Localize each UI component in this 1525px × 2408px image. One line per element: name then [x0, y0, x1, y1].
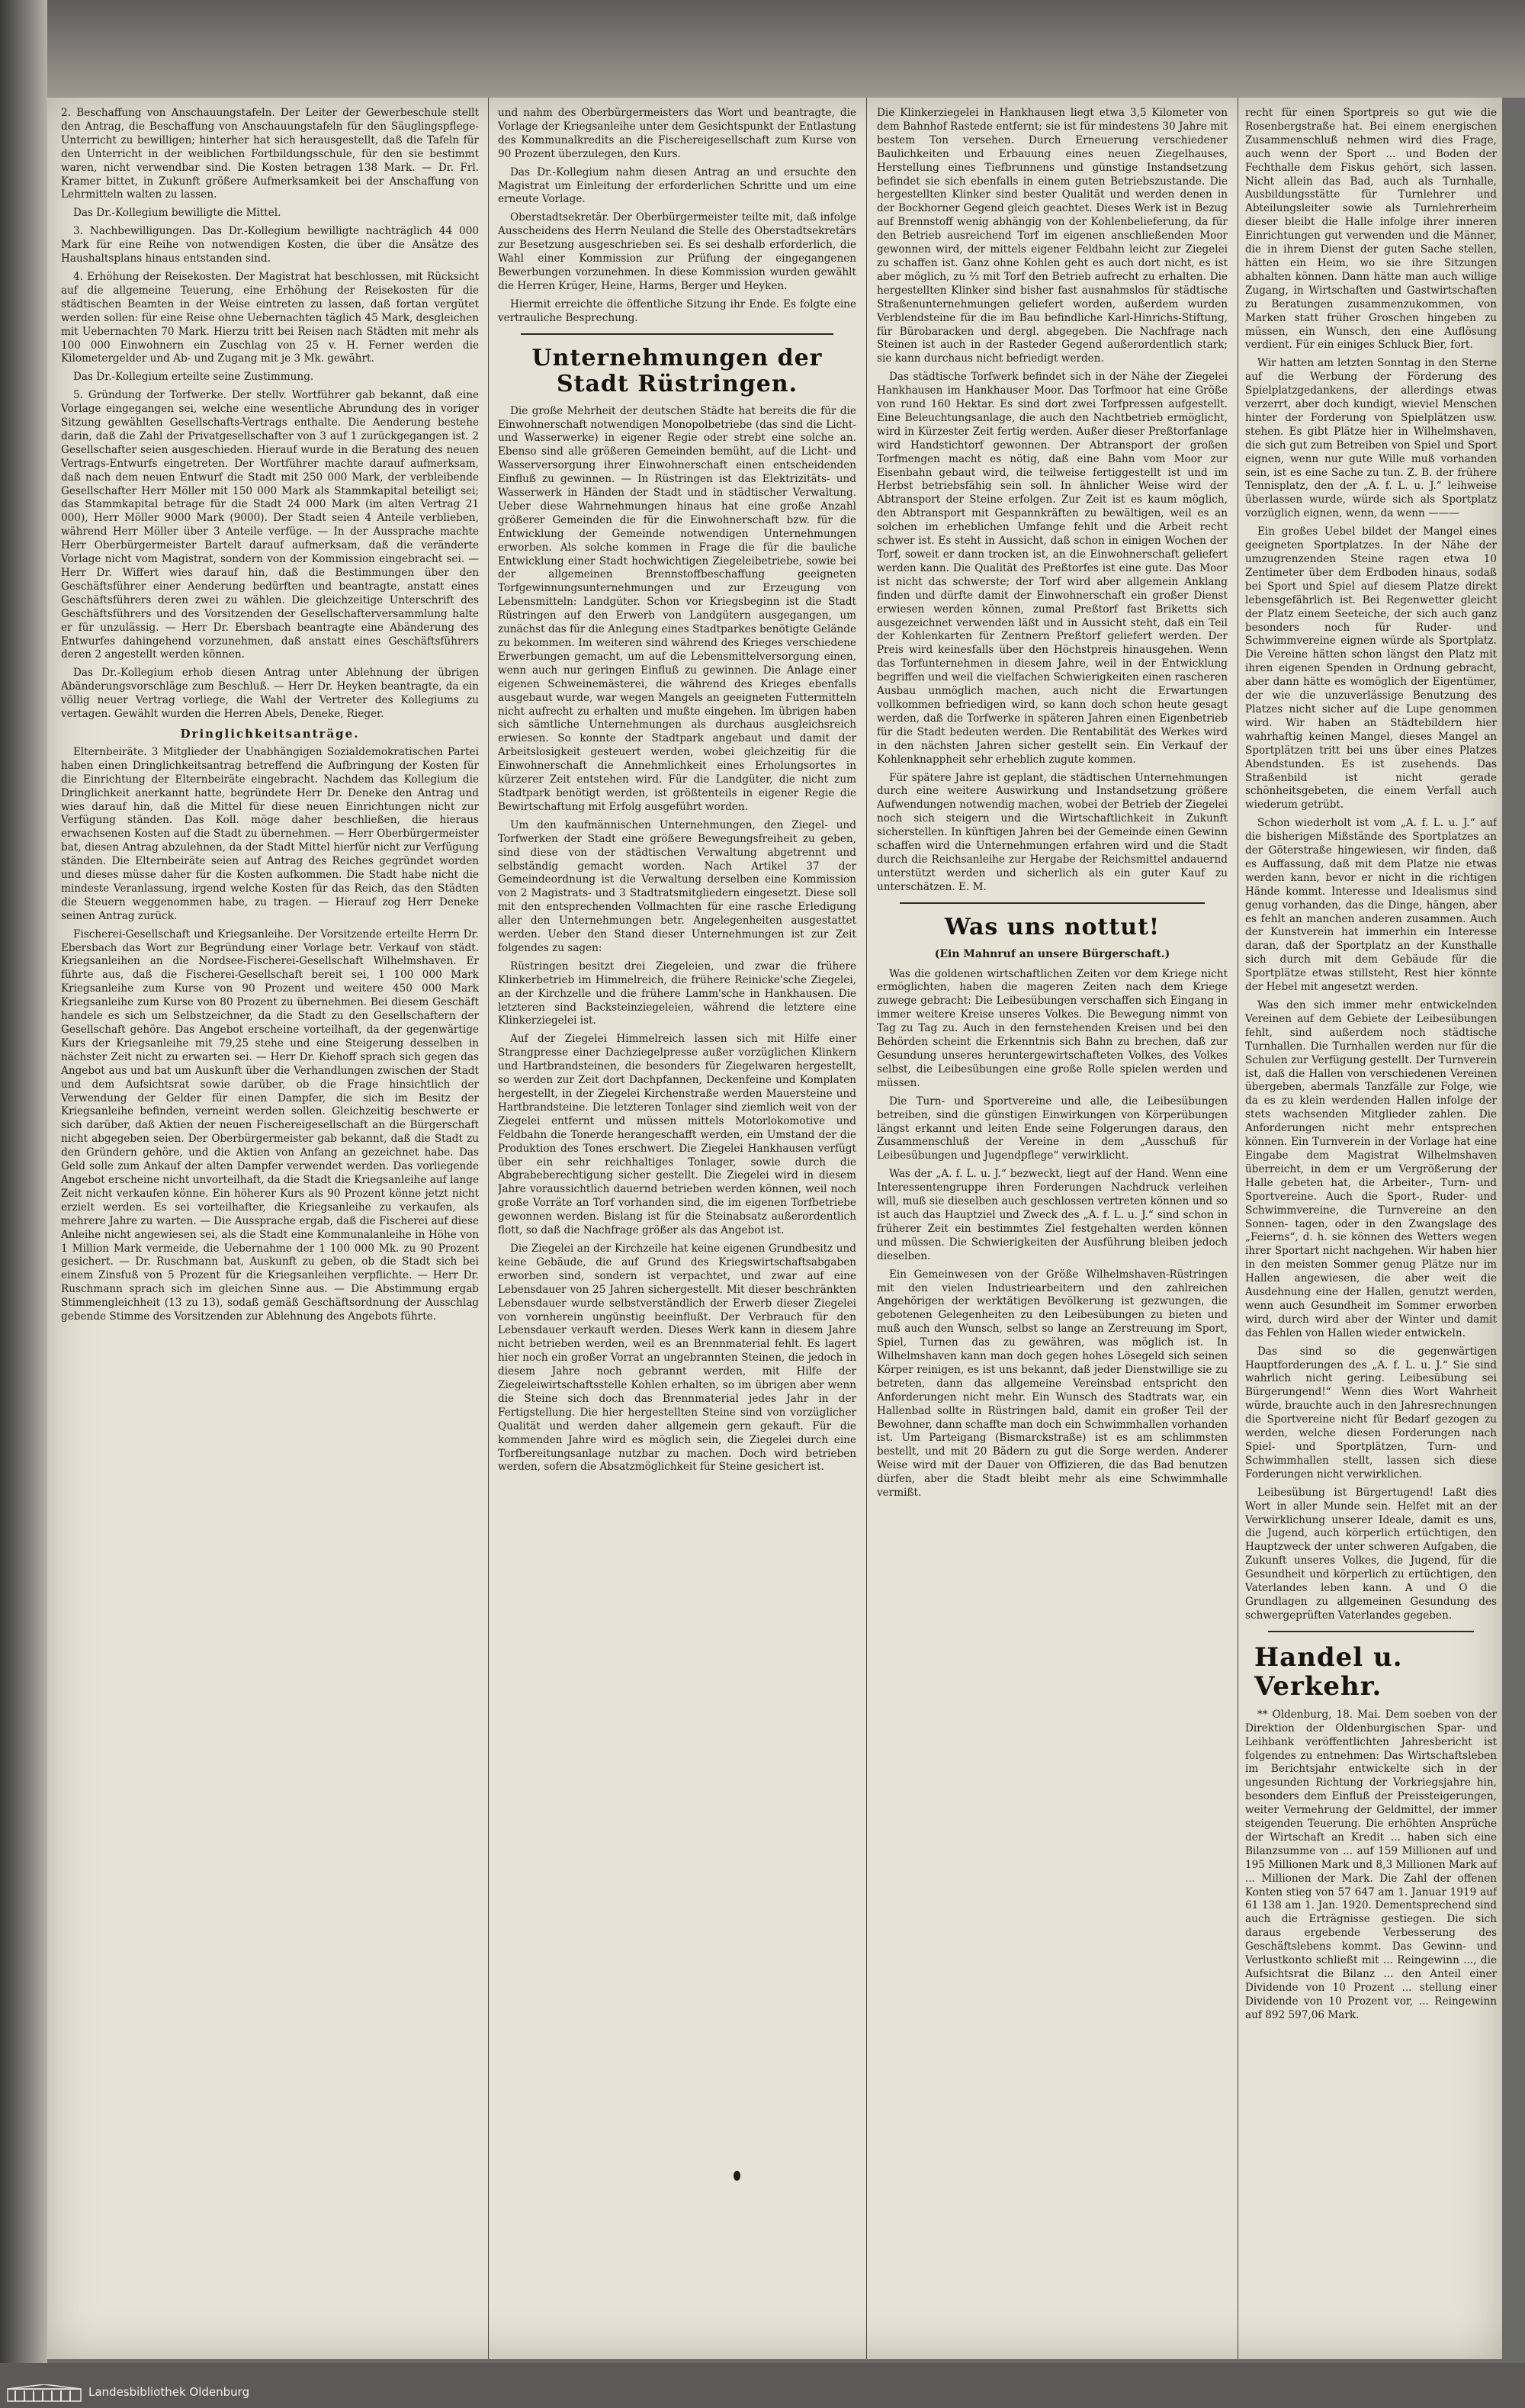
article-headline: Handel u. Verkehr. [1254, 1641, 1403, 1702]
column-1 [61, 107, 479, 2349]
article-paragraph: Auf der Ziegelei Himmelreich lassen sich mit Hilfe einer Strangpresse einer Dachziegelpresse außer vorzüglichen Klinkern und Hartbrandsteinen, die besonders für Ziegelwaren hergestellt, so werden zur Zeit dort Dachpfannen, Deckenfeine und Komplaten hergestellt, in der Ziegelei Kirchenstraße werden Mauersteine und Hartbrandsteine. Die letzteren Tonlager sind ziemlich weit von der Ziegelei entfernt und müssen mittels Motorlokomotive und Feldbahn die Tonerde herangeschafft werden, ein Umstand der die Produktion des Tones erschwert. Die Ziegelei Hankhausen verfügt über ein sehr reichhaltiges Tonlager, sowie durch die Abgrabeberechtigung sicher gestellt. Die Ziegelei wird in diesem Jahre voraussichtlich dauernd betrieben werden können, weil noch große Vorräte an Torf vorhanden sind, die im eigenen Torfbetriebe gewonnen werden. Bislang ist für die Steinabsatz außerordentlich flott, so daß die Nachfrage größer als das Angebot ist. [498, 1033, 856, 1237]
article-paragraph: Rüstringen besitzt drei Ziegeleien, und zwar die frühere Klinkerbetrieb im Himmelreich, die frühere Reinicke'sche Ziegelei, an der Kirchzelle und die frühere Lamm'sche in Hankhausen. Die letzteren sind Backsteinziegeleien, während die letztere eine Klinkerziegelei ist. [498, 960, 856, 1027]
column-3 [877, 107, 1228, 2349]
article-paragraph: Wir hatten am letzten Sonntag in den Sterne auf die Werbung der Förderung des Spielplatzgedankens, der allerdings etwas verzerrt, aber doch kundigt, wieviel Menschen hinter der Forderung von Spielplätzen usw. stehen. Es gibt Plätze hier in Wilhelmshaven, die sich gut zum Betreiben von Spiel und Sport eignen, wenn nur gute Wille muß vorhanden sein, ist es eine Sache zu tun. Z. B. der frühere Tennisplatz, den der „A. f. L. u. J.“ leihweise überlassen wurde, würde sich als Sportplatz vorzüglich eignen, wenn, da wenn ——— [1245, 357, 1497, 520]
article-paragraph: Das Dr.-Kollegium erteilte seine Zustimmung. [73, 371, 314, 384]
divider [521, 333, 833, 335]
library-logo-icon [6, 2384, 82, 2403]
article-paragraph: Um den kaufmännischen Unternehmungen, den Ziegel- und Torfwerken der Stadt eine größere Bewegungsfreiheit zu geben, sind diese von der städtischen Verwaltung abgetrennt und selbständig gemacht worden. Nach Artikel 37 der Gemeindeordnung ist die Verwaltung derselben eine Kommission von 2 Magistrats- und 3 Stadtratsmitgliedern eingesetzt. Diese soll mit den entsprechenden Vollmachten für eine rasche Erledigung aller den Unternehmungen betr. Angelegenheiten ausgestattet werden. Ueber den Stand dieser Unternehmungen ist zur Zeit folgendes zu sagen: [498, 818, 856, 954]
article-paragraph: Die Turn- und Sportvereine und alle, die Leibesübungen betreiben, sind die günstigen Einwirkungen von Körperübungen längst erkannt und leiten Ende seine Folgerungen daraus, den Zusammenschluß der Vereine in dem „Ausschuß für Leibesübungen und Jugendpflege“ verwirklicht. [877, 1095, 1228, 1162]
article-headline: Was uns nottut! [944, 913, 1161, 940]
column-rule [488, 98, 489, 2359]
article-paragraph: Leibesübung ist Bürgertugend! Laßt dies Wort in aller Munde sein. Helfet mit an der Verwirklichung unserer Ideale, damit es uns, die Jugend, auch körperlich ertüchtigen, den Hauptzweck der unter schweren Aufgaben, die Zukunft unseres Volkes, die Jugend, für die Gesundheit und körperlich zu ertüchtigen, den Vaterlandes leben kann. A und O die Grundlagen zu allgemeinen Gesundung des schwergeprüften Vaterlandes gegeben. [1245, 1486, 1497, 1622]
article-paragraph: Elternbeiräte. 3 Mitglieder der Unabhängigen Sozialdemokratischen Partei haben einen Dringlichkeitsantrag betreffend die Aufbringung der Kosten für die Einrichtung der Elternbeiräte eingebracht. Nachdem das Kollegium die Dringlichkeit anerkannt hatte, begründete Herr Dr. Deneke den Antrag und wies darauf hin, daß die Mittel für diese neuen Einrichtungen nicht zur Verfügung ständen. Das Koll. möge daher beschließen, die hieraus erwachsenen Kosten auf die Stadt zu übernehmen. — Herr Oberbürgermeister bat, diesen Antrag abzulehnen, da der Stadt Mittel hierfür nicht zur Verfügung ständen. Die Elternbeiräte seien auf Antrag des Reiches gegründet worden und dieses müsse daher für die Kosten aufkommen. Die Stadt habe nicht die mindeste Veranlassung, irgend welche Kosten für das Reich, das den Städten die Steuern weggenommen habe, zu tragen. — Hierauf zog Herr Deneke seinen Antrag zurück. [61, 745, 479, 922]
article-paragraph: Was den sich immer mehr entwickelnden Vereinen auf dem Gebiete der Leibesübungen fehlt, sind außerdem noch städtische Turnhallen. Die Turnhallen werden nur für die Schulen zur Verfügung gestellt. Der Turnverein ist, daß die Hallen von verschiedenen Vereinen übergeben, abermals Tanzfälle zur Folge, wie da es zu klein werdenden Hallen infolge der stets wachsenden Mitglieder zahlen. Die Anforderungen nicht mehr entsprechen können. Ein Turnverein in der Vorlage hat eine Eingabe dem Magistrat Wilhelmshaven überreicht, in dem er um Vergrößerung der Halle gebeten hat, die Arbeiter-, Turn- und Sportvereine. Auch die Sport-, Ruder- und Schwimmvereine, die Turnvereine an den Sonnen- tagen, oder in den Zwangslage des „Feierns“, d. h. sie können des Wetters wegen ihrer Sportart nicht nachgehen. Wir haben hier in den meisten Sommer genug Plätze nur im Hallen angewiesen, die aber weit die Ausdehnung eine der Hallen, genutzt werden, wenn auch Gesundheit im Sommer erworben wird, durch wird aber der Winter und damit das Fehlen von Hallen wieder entwickeln. [1245, 999, 1497, 1339]
article-paragraph: Ein Gemeinwesen von der Größe Wilhelmshaven-Rüstringen mit den vielen Industriearbeitern und den zahlreichen Angehörigen der werktätigen Bevölkerung ist gezwungen, die gebotenen Gelegenheiten zu den Leibesübungen zu bieten und muß auch den Wunsch, selbst so lange an Zerstreuung im Sport, Spiel, Turnen das zu gewähren, was möglich ist. In Wilhelmshaven kann man doch gegen hohes Lösegeld sich seinen Körper reinigen, es ist uns bekannt, daß jeder Dienstwillige sie zu betreten, dann das allgemeine Vereinsbad entspricht den Anforderungen nicht mehr. Ein Wunsch des Stadtrats war, ein Hallenbad sollte in Rüstringen bald, damit ein großer Teil der Bewohner, dann schaffte man doch ein Schwimmhallen vorhanden ist. Um Parteigang (Bismarckstraße) ist es am schlimmsten bestellt, und mit 20 Bädern zu gut die Sorge werden. Anderer Weise wird mit der Dauer von Offizieren, die das Bad benutzen dürfen, aber die Stadt bleibt mehr als eine Schwimmhalle vermißt. [877, 1268, 1228, 1500]
divider [1268, 1631, 1474, 1632]
binding-hole [734, 2171, 740, 2181]
article-paragraph: Schon wiederholt ist vom „A. f. L. u. J.“ auf die bisherigen Mißstände des Sportplatzes an der Göterstraße hingewiesen, wir finden, daß es Auffassung, daß mit dem Platze nie etwas werden kann, bevor er nicht in die richtigen Hände kommt. Interesse und Idealismus sind genug vorhanden, das die Dinge, hängen, aber es fehlt an manchen anderen zusammen. Auch der Kunstverein hat immerhin ein Interesse daran, daß der Sportplatz an der Kunsthalle sich durch mit dem Gebäude für die Sportplätze etwas stillsteht, Rest hier könnte der Hebel mit angesetzt werden. [1245, 817, 1497, 994]
article-paragraph: Ein großes Uebel bildet der Mangel eines geeigneten Sportplatzes. In der Nähe der umzugrenzenden Steine ragen etwa 10 Zentimeter über dem Erdboden hinaus, sodaß bei Sport und Spiel auf diesem Platze direkt lebensgefährlich ist. Bei Regenwetter gleicht der Platz einem Seeteiche, der sich auch ganz besonders noch für Ruder- und Schwimmvereine eignen würde als Sportplatz. Die Vereine hätten schon längst den Platz mit ihren eigenen Spenden in Ordnung gebracht, aber dann hätte es womöglich der Eigentümer, der wie die unzuverlässige Benutzung des Platzes nicht sicher auf die Lupe genommen wird. Wir haben an Städtebildern hier wahrhaftig keinen Mangel, dieses Mangel an Sportplätzen tritt bei uns über eines Platzes Abendstunden. Es ist zusehends. Das Straßenbild ist nicht gerade schönheitsgebeten, die einem Verfall auch wiederum getrübt. [1245, 526, 1497, 812]
newspaper-page [47, 98, 1502, 2359]
article-paragraph: Das Dr.-Kollegium erhob diesen Antrag unter Ablehnung der übrigen Abänderungsvorschläge zum Beschluß. — Herr Dr. Heyken beantragte, da ein völlig neuer Vertrag vorliege, die Wahl der Vertreter des Kollegiums zu vertagen. Gewählt wurden die Herren Abels, Deneke, Rieger. [61, 667, 479, 721]
article-paragraph: recht für einen Sportpreis so gut wie die Rosenbergstraße hat. Bei einem energischen Zusammenschluß nehmen wird dies Frage, auch wenn der Sport ... und Boden der Fechthalle dem Fiskus gehört, sich lassen. Nicht allein das Bad, auch als Turnhalle, Ausbildungsstätte für Turnlehrer und Abteilungsleiter sowie als Turnlehrerheim dieser bleibt die Halle infolge ihrer inneren Einrichtungen gut verwenden und die Männer, die in ihrem Dienst der guten Sache stellen, hätten ein Heim, wo sie ihre Sitzungen abhalten können. Dann hätte man auch willige Zugang, in Wirtschaften und Gastwirtschaften zu Beratungen zusammenzukommen, von Marken statt früher Groschen hingeben zu müssen, ein Wunsch, den eine Auflösung verdient. Für ein einiges Schluck Bier, fort. [1245, 107, 1497, 352]
article-paragraph: Was die goldenen wirtschaftlichen Zeiten vor dem Kriege nicht ermöglichten, haben die mageren Zeiten nach dem Kriege zuwege gebracht: Die Leibesübungen verschaffen sich Eingang in immer weitere Kreise unseres Volkes. Die Bewegung nimmt von Tag zu Tag zu. Auch in den fernstehenden Kreisen und bei den Behörden scheint die Erkenntnis sich Bahn zu brechen, daß zur Gesundung unseres heruntergewirtschafteten Volkes, des Volkes selbst, die Leibesübungen eine große Rolle spielen werden und müssen. [877, 967, 1228, 1089]
article-paragraph: 5. Gründung der Torfwerke. Der stellv. Wortführer gab bekannt, daß eine Vorlage eingegangen sei, welche eine wesentliche Abrundung des in voriger Sitzung gewählten Gesellschafts-Vertrags enthalte. Die Aenderung bestehe darin, daß die Zahl der Privatgesellschafter von 3 auf 1 zurückgegangen ist. 2 Gesellschafter seien ausgeschieden. Hierauf wurde in die Beratung des neuen Vertrags-Entwurfs eingetreten. Der Wortführer machte darauf aufmerksam, daß nach dem neuen Entwurf die Stadt mit 250 000 Mark, der verbleibende Gesellschafter Herr Möller mit 150 000 Mark als Stammkapital beteiligt sei; das Stammkapital betrage für die Stadt 24 000 Mark (im alten Vertrag 21 000), Herr Möller 9000 Mark (9000). Der Stadt seien 4 Anteile verblieben, während Herr Möller über 3 Anteile verfüge. — In der Aussprache machte Herr Oberbürgermeister Bartelt darauf aufmerksam, daß die veränderte Vorlage nicht vom Magistrat, sondern von der Kommission eingebracht sei. — Herr Dr. Wiffert wies darauf hin, daß die Bestimmungen über den Geschäftsführer einer Aenderung bedürften und beantragte, anstatt eines Geschäftsführers deren zwei zu wählen. Die gleichzeitige Unterschrift des Geschäftsführers und des Vorsitzenden der Gesellschafterversammlung halte er für unzulässig. — Herr Dr. Ebersbach beantragte eine Abänderung des Entwurfes dahingehend vorzunehmen, daß anstatt eines Geschäftsführers deren 2 angestellt werden können. [61, 389, 479, 661]
article-paragraph: Oberstadtsekretär. Der Oberbürgermeister teilte mit, daß infolge Ausscheidens des Herrn Neuland die Stelle des Oberstadtsekretärs zur Besetzung ausgeschrieben sei. Es sei deshalb erforderlich, die Wahl einer Kommission zur Prüfung der eingegangenen Bewerbungen vorzunehmen. In diese Kommission wurden gewählt die Herren Krüger, Heine, Harms, Berger und Heyken. [498, 211, 856, 292]
article-paragraph: Die Klinkerziegelei in Hankhausen liegt etwa 3,5 Kilometer von dem Bahnhof Rastede entfernt; sie ist für mindestens 30 Jahre mit bestem Ton versehen. Durch Erneuerung verschiedener Baulichkeiten und Erbauung eines neuen Ziegelhauses, Herstellung eines Tiefbrunnens und günstige Instandsetzung befindet sie sich ebenfalls in einem guten Betriebszustande. Die hergestellten Klinker sind bester Qualität und werden denen in der Bockhorner Gegend gleich geachtet. Dieses Werk ist in Bezug auf Brennstoff wenig abhängig von der Kohlenbelieferung, da für den Betrieb ausreichend Torf im eigenen anschließenden Moor gewonnen wird, der mittels eigener Feldbahn leicht zur Ziegelei zu schaffen ist. Ganz ohne Kohlen geht es auch dort nicht, es ist aber möglich, zu ⅔ mit Torf den Betrieb aufrecht zu erhalten. Die hergestellten Klinker sind bisher fast ausnahmslos für städtische Straßenunternehmungen geliefert worden, außerdem wurden Verblendsteine für die im Bau befindliche Karl-Hinrichs-Stiftung, für Bürobaracken und dergl. abgegeben. Die Nachfrage nach Steinen ist auch in der Rasteder Gegend außerordentlich stark; sie kann durchaus nicht befriedigt werden. [877, 107, 1228, 365]
article-paragraph: 4. Erhöhung der Reisekosten. Der Magistrat hat beschlossen, mit Rücksicht auf die allgemeine Teuerung, eine Erhöhung der Reisekosten für die städtischen Beamten in der Weise eintreten zu lassen, daß fortan vergütet werden sollen: für eine Reise ohne Uebernachten täglich 45 Mark, desgleichen mit Uebernachten 70 Mark. Hierzu tritt bei Reisen nach Städten mit mehr als 100 000 Einwohnern ein Zuschlag von 25 v. H. Ferner werden die Kilometergelder und Ab- und Zugang mit je 3 Mk. gewährt. [61, 270, 479, 365]
article-paragraph: und nahm des Oberbürgermeisters das Wort und beantragte, die Vorlage der Kriegsanleihe unter dem Gesichtspunkt der Entlastung des Kommunalkredits an die Fischereigesellschaft zum Kurse von 90 Prozent überzulegen, den Kurs. [498, 107, 856, 160]
article-paragraph: Fischerei-Gesellschaft und Kriegsanleihe. Der Vorsitzende erteilte Herrn Dr. Ebersbach das Wort zur Begründung einer Vorlage betr. Verkauf von städt. Kriegsanleihen an die Nordsee-Fischerei-Gesellschaft Wilhelmshaven. Er führte aus, daß die Fischerei-Gesellschaft bereit sei, 1 100 000 Mark Kriegsanleihe zum Kurse von 90 Prozent und weitere 450 000 Mark Kriegsanleihe zum Kurse von 80 Prozent zu übernehmen. Bei diesem Geschäft handele es sich um Selbstzeichner, da die Stadt zu den Gesellschaftern der Gesellschaft gehöre. Das Angebot erscheine vorteilhaft, da der gegenwärtige Kurs der Kriegsanleihe mit 79,25 stehe und eine Steigerung desselben in nächster Zeit nicht zu erwarten sei. — Herr Dr. Kiehoff sprach sich gegen das Angebot aus und bat um Auskunft über die Verhandlungen zwischen der Stadt und dem Aufsichtsrat sowie darüber, ob die Frage hinsichtlich der Verwendung der Gelder für einen Dampfer, die sich im Besitz der Kriegsanleihe befinden, verneint werden sollen. Gleichzeitig beschwerte er sich darüber, daß Aktien der neuen Fischereigesellschaft an die Bürgerschaft nicht abgegeben seien. Der Oberbürgermeister gab bekannt, daß die Stadt zu den Gründern gehöre, und die Aktien von Anfang an gezeichnet habe. Das Geld solle zum Ankauf der alten Dampfer verwendet werden. Das vorliegende Angebot erscheine nicht unvorteilhaft, da die Stadt die Kriegsanleihe auf lange Zeit nicht verkaufen könne. Ein höherer Kurs als 90 Prozent könne jetzt nicht erzielt werden. Es sei vorteilhafter, die Kriegsanleihe zu verkaufen, als mehrere Jahre zu warten. — Die Aussprache ergab, daß die Fischerei auf diese Anleihe nicht angewiesen sei, als die Stadt eine Kommunalanleihe in Höhe von 1 Million Mark vermeide, die Uebernahme der 1 100 000 Mk. zu 90 Prozent gesichert. — Dr. Ruschmann bat, Auskunft zu geben, ob die Stadt sich bei einem Zinsfuß von 5 Prozent für die Kriegsanleihen verpflichte. — Herr Dr. Ruschmann sprach sich im gleichen Sinne aus. — Die Abstimmung ergab Stimmengleichheit (13 zu 13), sodaß gemäß Geschäftsordnung der Ausschlag gebende Stimme des Vorsitzenden zur Ablehnung des Angebots führte. [61, 928, 479, 1323]
article-headline: Unternehmungen der Stadt Rüstringen. [531, 344, 823, 397]
article-paragraph: Das Dr.-Kollegium bewilligte die Mittel. [73, 207, 281, 220]
column-rule [866, 98, 867, 2359]
article-paragraph: 2. Beschaffung von Anschauungstafeln. Der Leiter der Gewerbeschule stellt den Antrag, die Beschaffung von Anschauungstafeln für den Säuglingspflege-Unterricht zu bewilligen; hinterher hat sich herausgestellt, daß die Tafeln für den Unterricht in der weiblichen Fortbildungsschule, für den sie bestimmt waren, nicht verwendbar sind. Die Kosten betragen 138 Mark. — Dr. Frl. Kramer bittet, in Zukunft größere Aufmerksamkeit bei der Anschaffung von Lehrmitteln walten zu lassen. [61, 107, 479, 201]
scan-top-edge [0, 0, 1525, 98]
article-paragraph: ** Oldenburg, 18. Mai. Dem soeben von der Direktion der Oldenburgischen Spar- und Leihbank veröffentlichten Jahresbericht ist folgendes zu entnehmen: Das Wirtschaftsleben im Berichtsjahr entwickelte sich in der ungesunden Richtung der Vorkriegsjahre hin, besonders dem Einfluß der Preissteigerungen, weiter Vermehrung der Geldmittel, der immer steigenden Teuerung. Die erhöhten Ansprüche der Wirtschaft an Kredit ... haben sich eine Bilanzsumme von ... auf 159 Millionen auf und 195 Millionen Mark und 8,3 Millionen Mark auf ... Millionen der Mark. Die Zahl der offenen Konten stieg von 57 647 am 1. Januar 1919 auf 61 138 am 1. Jan. 1920. Dementsprechend sind auch die Erträgnisse gestiegen. Die sich daraus ergebende Verbesserung des Geschäftslebens kommt. Das Gewinn- und Verlustkonto schließt mit ... Reingewinn ..., die Aufsichtsrat die Bilanz ... den Anteil einer Dividende von 10 Prozent ... stellung einer Dividende von 10 Prozent vor, ... Reingewinn auf 892 597,06 Mark. [1245, 1708, 1497, 2021]
article-paragraph: Die große Mehrheit der deutschen Städte hat bereits die für die Einwohnerschaft notwendigen Monopolbetriebe (das sind die Licht- und Wasserwerke) in eigener Regie oder strebt eine solche an. Ebenso sind alle größeren Gemeinden bemüht, auf die Licht- und Wasserversorgung ihrer Einwohnerschaft einen entscheidenden Einfluß zu gewinnen. — In Rüstringen ist das Elektrizitäts- und Wasserwerk in Händen der Stadt und in städtischer Verwaltung. Ueber diese Wahrnehmungen hinaus hat eine große Anzahl größerer Gemeinden die für die Einwohnerschaft bzw. für die Entwicklung der Gemeinde notwendigen Unternehmungen erworben. Als solche kommen in Frage die für die bauliche Entwicklung einer Stadt hochwichtigen Ziegeleibetriebe, sowie bei der allgemeinen Brennstoffbeschaffung geeigneten Torfgewinnungsunternehmungen und zur Erzeugung von Lebensmitteln: Landgüter. Schon vor Kriegsbeginn ist die Stadt Rüstringen auf den Erwerb von Landgütern ausgegangen, um zunächst das für die Anlegung eines Stadtparkes benötigte Gelände zu bekommen. Im weiteren sind während des Krieges verschiedene Erwerbungen gemacht, um auf die Lebensmittelversorgung einen, wenn auch nur geringen Einfluß zu gewinnen. Die Anlage einer eigenen Schweinemästerei, die während des Krieges ebenfalls ausgebaut wurde, war wegen Mangels an geeigneten Futtermitteln nicht aufrecht zu erhalten und mußte eingehen. Im übrigen haben sich sämtliche Unternehmungen als durchaus ausgleichsreich erwiesen. So konnte der Stadtpark angebaut und damit der Arbeitslosigkeit gesteuert werden, wobei gleichzeitig für die Einwohnerschaft die Annehmlichkeit eines Erholungsortes in kürzerer Zeit entstehen wird. Für die Landgüter, die nicht zum Stadtpark benötigt werden, ist größtenteils in eigener Regie die Bewirtschaftung mit Erfolg ausgeführt worden. [498, 404, 856, 813]
divider [900, 902, 1205, 904]
article-paragraph: Hiermit erreichte die öffentliche Sitzung ihr Ende. Es folgte eine vertrauliche Besprechung. [498, 297, 856, 324]
article-paragraph: 3. Nachbewilligungen. Das Dr.-Kollegium bewilligte nachträglich 44 000 Mark für eine Reihe von notwendigen Kosten, die über die Ansätze des Haushaltsplans hinaus entstanden sind. [61, 225, 479, 265]
article-paragraph: Das städtische Torfwerk befindet sich in der Nähe der Ziegelei Hankhausen im Hankhauser Moor. Das Torfmoor hat eine Größe von rund 160 Hektar. Es sind dort zwei Torfpressen aufgestellt. Eine Beleuchtungsanlage, die auch den Nachtbetrieb ermöglicht, wird in Kürzester Zeit fertig werden. Außer dieser Preßtorfanlage wird Handstichtorf gewonnen. Der Abtransport der großen Torfmengen macht es nötig, daß eine Bahn vom Moor zur Eisenbahn gebaut wird, die teilweise fertiggestellt ist und im Herbst betriebsfähig sein soll. In ähnlicher Weise wird der Abtransport der Steine erfolgen. Zur Zeit ist es kaum möglich, den Abtransport mit Gespannkräften zu bewältigen, weil es an solchen im erheblichen Umfange fehlt und die Arbeit recht schwer ist. Es steht in Aussicht, daß schon in einigen Wochen der Torf, soweit er dann trocken ist, an die Einwohnerschaft geliefert werden kann. Die Qualität des Preßtorfes ist eine gute. Das Moor ist nicht das schwerste; der Torf wird aber allgemein Anklang finden und dürfte damit der Einwohnerschaft ein großer Dienst erwiesen werden können, zumal Preßtorf fast Briketts sich ausgezeichnet verwenden läßt und in Aussicht steht, daß ein Teil der Kohlenkarten für Zentnern Preßtorf geliefert werden. Der Preis wird keinesfalls über den Höchstpreis hinausgehen. Wenn das Torfunternehmen in diesem Jahre, weil in der Entwicklung begriffen und weil die vielfachen Schwierigkeiten einen rascheren Ausbau unmöglich machen, auch nicht die Erwartungen vollkommen befriedigen wird, so kann doch schon heute gesagt werden, daß die Torfwerke in späteren Jahren einen Eigenbetrieb für die Stadt bedeuten werden. Die Rentabilität des Werkes wird in den nächsten Jahren sicher gestellt sein. Ein Verkauf der Kohlenknappheit sehr erheblich zugute kommen. [877, 371, 1228, 766]
article-paragraph: Die Ziegelei an der Kirchzeile hat keine eigenen Grundbesitz und keine Gebäude, die auf Grund des Kriegswirtschaftsabgaben erworben sind, sondern ist verpachtet, und zwar auf eine Lebensdauer von 25 Jahren sichergestellt. Mit dieser beschränkten Lebensdauer wurde selbstverständlich der Erwerb dieser Ziegelei von vornherein ungünstig beeinflußt. Der Verbrauch für den Lebensdauer verkauft werden. Dieses Werk kann in diesem Jahre nicht betrieben werden, weil es an Brennmaterial fehlt. Es lagert hier noch ein großer Vorrat an ungebrannten Steinen, die jedoch in diesem Jahre noch gebrannt werden, mit Hilfe der Ziegeleiwirtschaftsstelle Kohlen erhalten, so im übrigen aber wenn die Steine sich doch das Brennmaterial jedes Jahr in der Fertigstellung. Die hier hergestellten Steine sind von vorzüglicher Qualität und werden daher allgemein gern gekauft. Für die kommenden Jahre wird es möglich sein, die Ziegelei durch eine Torfbereitungsanlage nutzbar zu machen. Doch wird betrieben werden, sofern die Absatzmöglichkeit für Steine gesichert ist. [498, 1242, 856, 1474]
article-paragraph: Für spätere Jahre ist geplant, die städtischen Unternehmungen durch eine weitere Auswirkung und Instandsetzung größere Aufwendungen notwendig machen, wobei der Betrieb der Ziegelei noch sich steigern und die Wirtschaftlichkeit in Zukunft sicherstellen. In künftigen Jahren bei der Gemeinde einen Gewinn schaffen wird die Unternehmungen erfahren wird und die Stadt durch die Reichsanleihe zur Hergabe der Reichsmittel andauernd unterstützt werden und sicherlich als ein guter Kauf zu unterschätzen. E. M. [877, 771, 1228, 893]
article-paragraph: Das sind so die gegenwärtigen Hauptforderungen des „A. f. L. u. J.“ Sie sind wahrlich nicht gering. Leibesübung sei Bürgerungend!“ Wenn dies Wort Wahrheit würde, brauchte auch in den Jahresrechnungen die Sportvereine nicht für Bedarf gezogen zu werden, welche diesen Forderungen nach Spiel- und Sportplätzen, Turn- und Schwimmhallen stellt, lassen sich diese Forderungen nicht verwirklichen. [1245, 1345, 1497, 1480]
library-name: Landesbibliothek Oldenburg [88, 2385, 250, 2399]
section-heading: Dringlichkeitsanträge. [180, 726, 360, 741]
column-4 [1245, 107, 1497, 2349]
scan-left-edge [0, 0, 47, 2408]
article-paragraph: Das Dr.-Kollegium nahm diesen Antrag an und ersuchte den Magistrat um Einleitung der erforderlichen Schritte und um eine erneute Vorlage. [498, 166, 856, 206]
article-subheadline: (Ein Mahnruf an unsere Bürgerschaft.) [934, 947, 1170, 960]
column-2 [498, 107, 856, 2349]
article-paragraph: Was der „A. f. L. u. J.“ bezweckt, liegt auf der Hand. Wenn eine Interessentengruppe ihren Forderungen Nachdruck verleihen will, muß sie dieselben auch geschlossen vertreten können und so ist auch das Hauptziel und Zweck des „A. f. L. u. J.“ sind schon in früherer Zeit ein bestimmtes Ziel festgehalten werden können und müssen. Die Schwierigkeiten der Ausführung bleiben jedoch dieselben. [877, 1168, 1228, 1262]
